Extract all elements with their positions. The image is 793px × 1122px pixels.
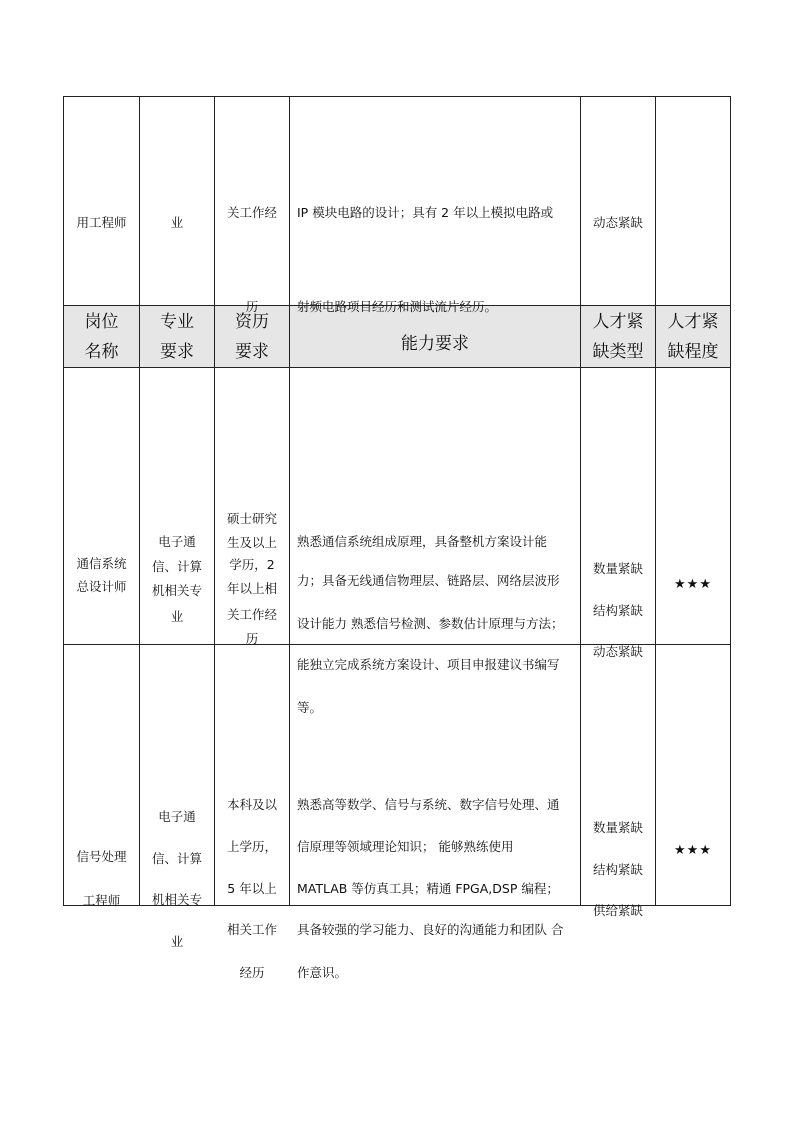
experience-line: 关工作经 bbox=[226, 607, 277, 622]
position-line: 总设计师 bbox=[76, 579, 127, 594]
talent-type-line: 数量紧缺 bbox=[592, 561, 643, 576]
experience-line: 相关工作 bbox=[226, 922, 277, 937]
header-major-line1: 专业 bbox=[160, 311, 194, 332]
talent-type-line: 动态紧缺 bbox=[592, 644, 643, 659]
header-experience-line2: 要求 bbox=[235, 341, 269, 362]
ability-line: 具备较强的学习能力、良好的沟通能力和团队 合 bbox=[297, 922, 564, 937]
talent-type-text: 动态紧缺 bbox=[592, 215, 643, 230]
header-experience-line1: 资历 bbox=[235, 311, 269, 332]
talent-type-line: 结构紧缺 bbox=[592, 862, 643, 877]
talent-type-line: 数量紧缺 bbox=[592, 820, 643, 835]
talent-level-cell bbox=[656, 645, 731, 906]
header-position-line2: 名称 bbox=[84, 341, 119, 362]
ability-line: 熟悉高等数学、信号与系统、数字信号处理、通 bbox=[297, 797, 560, 812]
experience-line: 经历 bbox=[239, 965, 265, 980]
position-line: 通信系统 bbox=[76, 556, 127, 571]
position-text: 用工程师 bbox=[76, 215, 127, 230]
major-line: 业 bbox=[170, 934, 184, 949]
major-cell bbox=[140, 645, 215, 949]
talent-type-cell bbox=[581, 97, 656, 306]
talent-demand-table bbox=[63, 96, 731, 980]
header-talent-level-line1: 人才紧 bbox=[667, 311, 719, 332]
talent-level-stars: ★★★ bbox=[674, 577, 712, 592]
experience-line: 历 bbox=[245, 631, 259, 646]
header-ability-label: 能力要求 bbox=[401, 333, 469, 354]
ability-line: 熟悉通信系统组成原理，具备整机方案设计能 bbox=[297, 534, 548, 549]
major-line: 信、计算 bbox=[151, 851, 202, 866]
ability-line: 射频电路项目经历和测试流片经历。 bbox=[297, 299, 498, 314]
experience-line: 上学历， bbox=[226, 839, 277, 854]
ability-cell bbox=[290, 368, 581, 715]
major-line: 信、计算 bbox=[151, 559, 202, 574]
header-talent-type-line1: 人才紧 bbox=[592, 311, 644, 332]
table-row-top bbox=[64, 97, 731, 306]
table-row bbox=[64, 645, 731, 906]
header-major-line2: 要求 bbox=[160, 341, 194, 362]
experience-line: 本科及以 bbox=[226, 797, 277, 812]
major-text: 业 bbox=[170, 215, 184, 230]
experience-line: 硕士研究 bbox=[226, 511, 277, 526]
ability-line: 力；具备无线通信物理层、链路层、网络层波形 bbox=[297, 573, 560, 588]
talent-type-cell bbox=[581, 645, 656, 918]
talent-type-line: 供给紧缺 bbox=[592, 903, 643, 918]
position-cell bbox=[64, 368, 140, 645]
header-talent-level-line2: 缺程度 bbox=[667, 341, 719, 362]
experience-line: 学历，2 bbox=[229, 557, 275, 572]
talent-level-cell bbox=[656, 97, 731, 306]
position-line: 工程师 bbox=[82, 893, 121, 908]
major-line: 业 bbox=[170, 609, 184, 624]
header-ability bbox=[290, 306, 581, 368]
experience-cell bbox=[215, 97, 290, 314]
major-cell bbox=[140, 368, 215, 645]
experience-line: 年以上相 bbox=[226, 581, 277, 596]
ability-line: 信原理等领域理论知识； 能够熟练使用 bbox=[297, 839, 514, 854]
major-line: 机相关专 bbox=[151, 892, 202, 907]
header-major bbox=[140, 306, 215, 368]
header-experience bbox=[215, 306, 290, 368]
experience-line: 生及以上 bbox=[226, 535, 277, 550]
major-line: 电子通 bbox=[158, 534, 196, 549]
ability-cell bbox=[290, 645, 581, 980]
ability-line: IP 模块电路的设计；具有 2 年以上模拟电路或 bbox=[297, 205, 554, 220]
position-cell bbox=[64, 97, 140, 306]
major-line: 机相关专 bbox=[151, 583, 202, 598]
ability-line: 作意识。 bbox=[297, 965, 348, 980]
table-header-row bbox=[64, 306, 731, 368]
table-row bbox=[64, 368, 731, 645]
header-talent-type-line2: 缺类型 bbox=[592, 341, 644, 362]
experience-cell bbox=[215, 645, 290, 980]
talent-type-line: 结构紧缺 bbox=[592, 603, 643, 618]
ability-line: MATLAB 等仿真工具；精通 FPGA,DSP 编程； bbox=[297, 881, 559, 896]
ability-line: 等。 bbox=[297, 700, 323, 715]
experience-line: 5 年以上 bbox=[227, 881, 277, 896]
ability-line: 能独立完成系统方案设计、项目申报建议书编写 bbox=[297, 657, 560, 672]
talent-type-cell bbox=[581, 368, 656, 659]
header-position bbox=[64, 306, 140, 368]
experience-line: 关工作经 bbox=[226, 205, 277, 220]
experience-cell bbox=[215, 368, 290, 645]
header-position-line1: 岗位 bbox=[84, 311, 119, 332]
talent-level-cell bbox=[656, 368, 731, 645]
ability-line: 设计能力 熟悉信号检测、参数估计原理与方法； bbox=[297, 616, 564, 631]
major-line: 电子通 bbox=[158, 809, 196, 824]
ability-cell bbox=[290, 97, 581, 314]
major-cell bbox=[140, 97, 215, 306]
position-line: 信号处理 bbox=[76, 849, 127, 864]
talent-level-stars: ★★★ bbox=[674, 843, 712, 858]
position-cell bbox=[64, 645, 140, 906]
header-talent-level bbox=[656, 306, 731, 368]
experience-line: 历 bbox=[245, 299, 259, 314]
header-talent-type bbox=[581, 306, 656, 368]
